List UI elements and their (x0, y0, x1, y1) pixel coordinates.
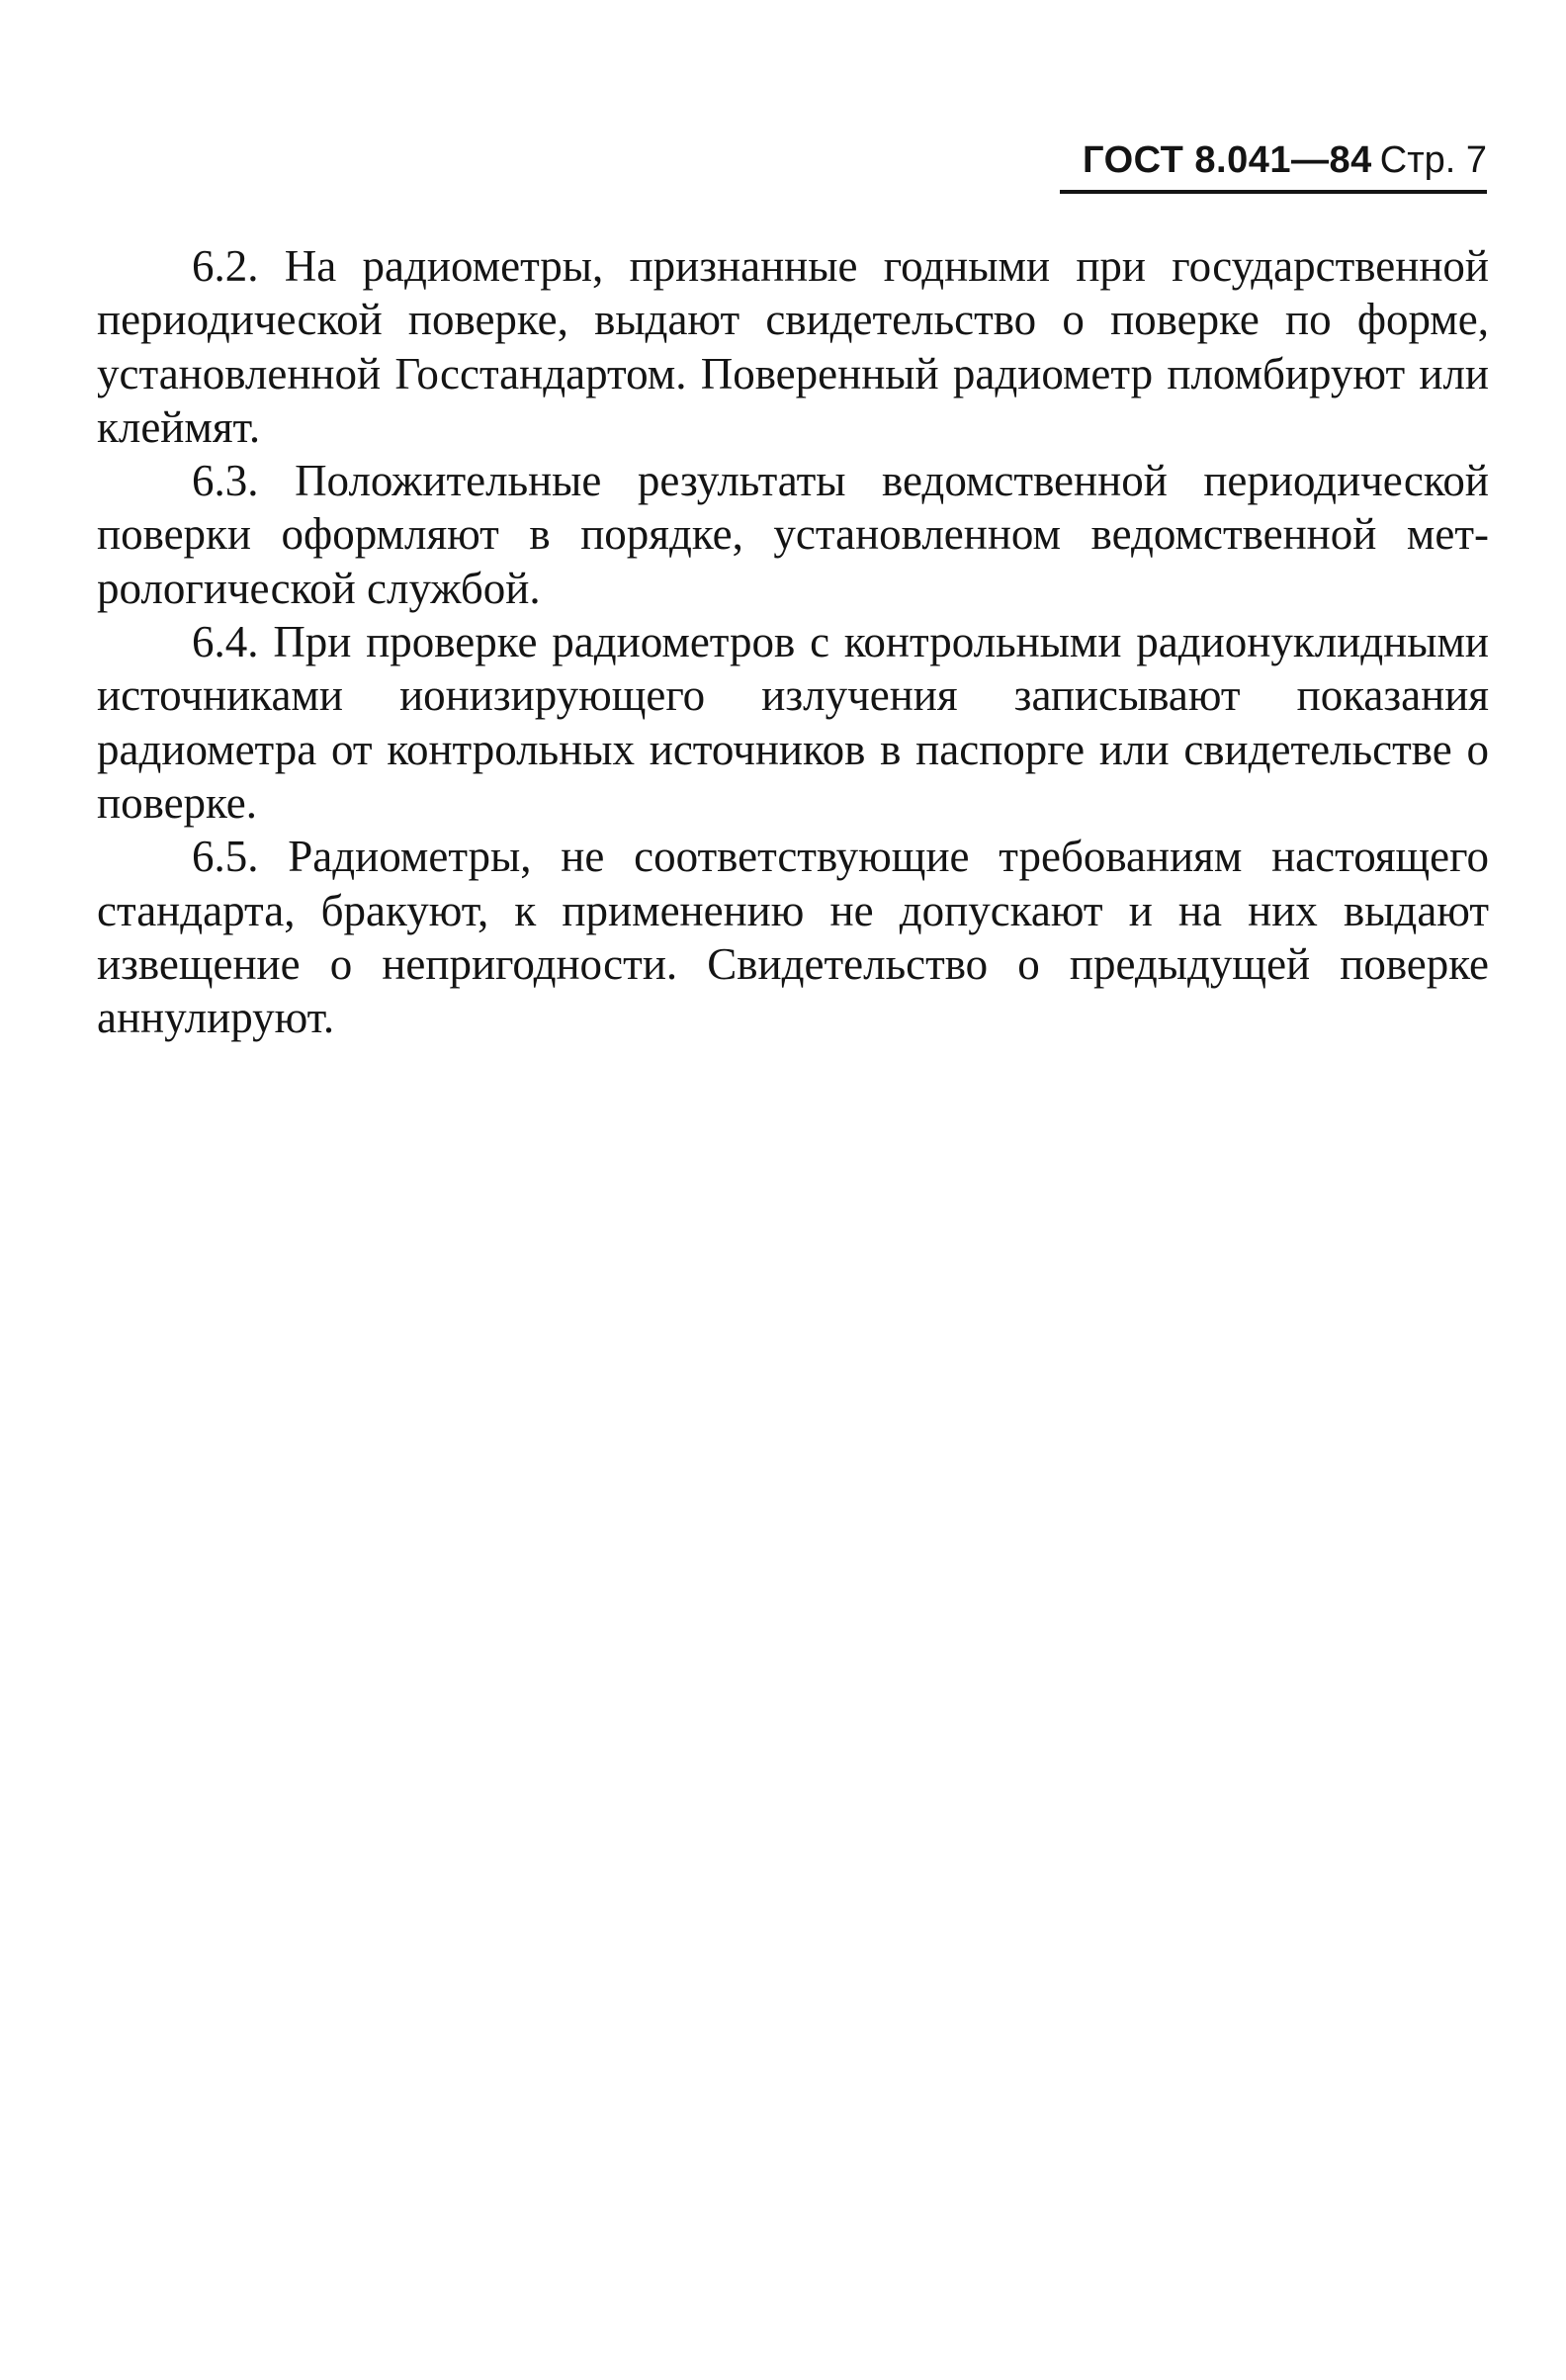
paragraph-text: Радиометры, не соответствующие требованиям настоящего стандарта, бракуют, к применению не допускают и на них выдают извещение о непригодности. Свидетельство о предыдущей поверке аннулируют. (97, 832, 1489, 1043)
paragraph-text: На радиометры, признанные годными при государственной периодической поверке, выдают свидетельство о поверке по форме, установленной Госстандартом. Поверенный радиометр пломбируют или клеймят. (97, 241, 1489, 452)
page-header (1060, 138, 1487, 194)
paragraph-number: 6.2. (192, 241, 259, 291)
paragraph-6-3 (97, 454, 1489, 615)
paragraph-number: 6.3. (192, 456, 259, 506)
paragraph-6-2 (97, 239, 1489, 454)
paragraph-text: Положительные результаты ведомственной периодической поверки оформляют в порядке, установленном ведомственной метрологической службой. (97, 456, 1490, 613)
paragraph-text: При проверке радиометров с контрольными радионуклидными источниками ионизирующего излучения записывают показания радиометра от контрольных источников в паспорге или свидетельстве о поверке. (97, 617, 1490, 828)
paragraph-6-5 (97, 830, 1489, 1044)
paragraph-6-4 (97, 615, 1489, 830)
header-text (1083, 138, 1487, 182)
page-number: Стр. 7 (1379, 139, 1487, 181)
paragraph-number: 6.4. (192, 617, 259, 667)
document-body (97, 239, 1489, 1044)
paragraph-number: 6.5. (192, 832, 259, 882)
standard-code: ГОСТ 8.041—84 (1083, 139, 1372, 181)
header-rule (1060, 190, 1487, 194)
